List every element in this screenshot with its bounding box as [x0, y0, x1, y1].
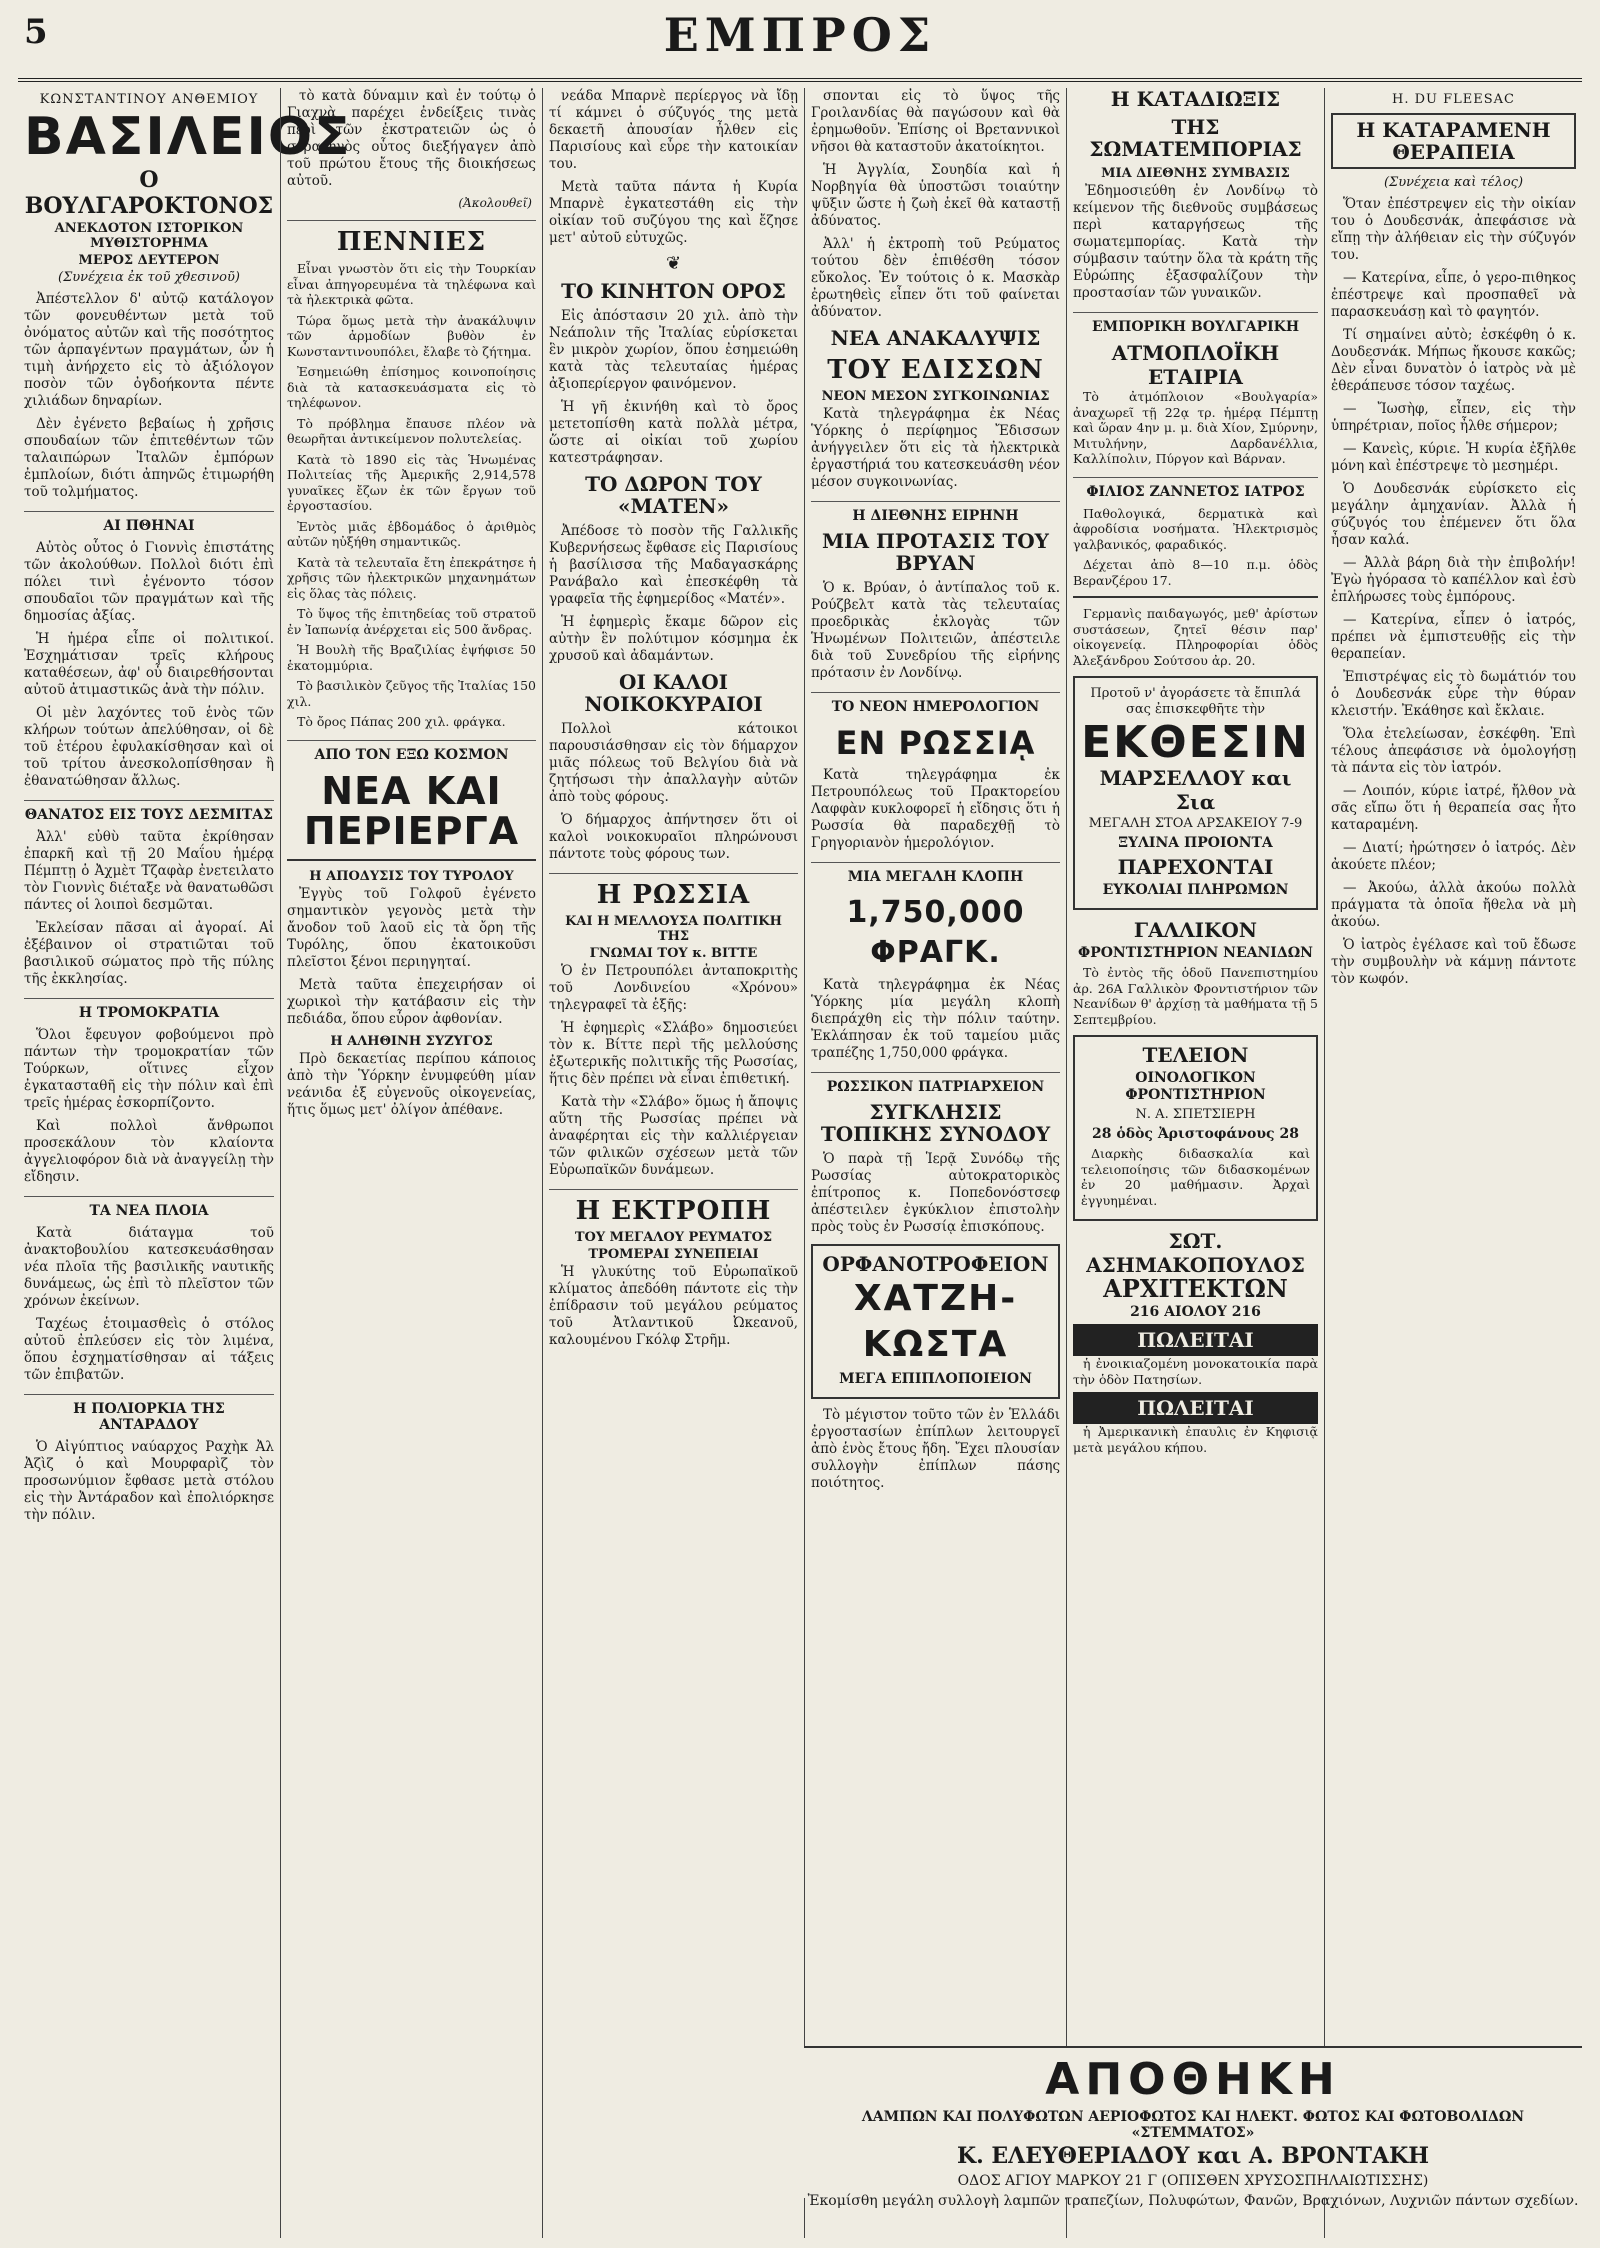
article-heading: Η ΑΠΟΔΥΣΙΣ ΤΟΥ ΤΥΡΟΛΟΥ [309, 868, 514, 884]
column-5 [1066, 88, 1324, 2238]
orphanage-ad [811, 1244, 1060, 1399]
paragraph: Ἀπέδοσε τὸ ποσὸν τῆς Γαλλικῆς Κυβερνήσεως ἔφθασε εἰς Παρισίους ἡ βασίλισσα τῆς Μαδαγασκάρης Ρανάβαλο καὶ ἐπεσκέφθη τὰ γραφεῖα τῆς ἐφημερίδος «Ματέν». [549, 523, 798, 607]
paragraph: Κατὰ τηλεγράφημα ἐκ Πετρουπόλεως τοῦ Πρακτορείου Λαφφὰν κυκλοφορεῖ ἡ εἴδησις ὅτι ἡ Ρωσσία θὰ παραδεχθῇ τὸ Γρηγοριανὸν ἡμερολόγιον. [811, 767, 1060, 851]
paragraph: — Διατί; ἠρώτησεν ὁ ἰατρός. Δὲν ἀκούετε πλέον; [1331, 840, 1576, 873]
section-heading: ΤΑ ΝΕΑ ΠΛΟΙΑ [24, 1196, 274, 1219]
ad-line: 28 ὁδὸς Ἀριστοφάνους 28 [1092, 1126, 1299, 1142]
article-heading: ΤΟ ΚΙΝΗΤΟΝ ΟΡΟΣ [561, 279, 786, 303]
article-subheading: ΓΝΩΜΑΙ ΤΟΥ κ. ΒΙΤΤΕ [589, 946, 758, 961]
paragraph: Τὸ πρόβλημα ἔπαυσε πλέον νὰ θεωρῆται ἀντικείμενον πολυτελείας. [287, 415, 536, 446]
serial-headline: ΒΑΣΙΛΕΙΟΣ [24, 107, 352, 167]
column-1 [18, 88, 352, 2238]
divider [287, 859, 536, 861]
article-subheading: 1,750,000 ΦΡΑΓΚ. [846, 895, 1025, 970]
article-subheading: ΚΑΙ Η ΜΕΛΛΟΥΣΑ ΠΟΛΙΤΙΚΗ ΤΗΣ [565, 914, 782, 944]
article-subheading: ΤΟΥ ΜΕΓΑΛΟΥ ΡΕΥΜΑΤΟΣ [574, 1230, 773, 1245]
article-heading: ΤΟ ΝΕΟΝ ΗΜΕΡΟΛΟΓΙΟΝ [811, 692, 1060, 715]
paragraph: Μετὰ ταῦτα πάντα ἡ Κυρία Μπαρνὲ ἐγκατεστάθη εἰς τὴν οἰκίαν τοῦ συζύγου της καὶ ἔζησε μετ' αὐτοῦ εὐτυχῶς. [549, 179, 798, 246]
paragraph: Ὁ ἰατρὸς ἐγέλασε καὶ τοῦ ἔδωσε τὴν συμβουλὴν νὰ κάμνῃ πάντοτε τὸν κωφόν. [1331, 937, 1576, 987]
ornament-icon: ❦ [665, 253, 682, 274]
ad-company: ΜΑΡΣΕΛΛΟΥ και Σια [1099, 766, 1292, 814]
paragraph: Ἀλλ' ἡ ἐκτροπὴ τοῦ Ρεύματος τούτου δὲν ἐπιθέσθη τόσον εὔκολος. Ἐν τούτοις ὁ κ. Μασκὰρ ἐρωτηθεὶς εἶπεν ὅτι τοῦ φαίνεται ἀδύνατον. [811, 236, 1060, 320]
paragraph: Ἡ ἐφημερὶς «Σλάβο» δημοσιεύει τὸν κ. Βίττε περὶ τῆς μελλούσης ἐξωτερικῆς πολιτικῆς τῆς Ρωσσίας, ἥτις δὲν πρέπει νὰ εἶναι ἐπιθετική. [549, 1020, 798, 1087]
paragraph: — Ἀλλὰ βάρη διὰ τὴν ἐπιβολήν! Ἐγὼ ἠγόρασα τὸ καπέλλον καὶ ἐσὺ ἐπλήρωσες τοὺς ἐμπόρους. [1331, 555, 1576, 605]
ad-line: ΕΥΚΟΛΙΑΙ ΠΛΗΡΩΜΩΝ [1102, 882, 1289, 898]
paragraph: — Λοιπόν, κύριε ἰατρέ, ἤλθον νὰ σᾶς εἴπω ὅτι ἡ θεραπεία σας ἦτο καταραμένη. [1331, 783, 1576, 833]
paragraph: Ἐπιστρέψας εἰς τὸ δωμάτιόν του ὁ Δουδεσνάκ εὗρε τὴν θύραν κλειστήν. Ἐκάθησε καὶ ἔκλαιε. [1331, 669, 1576, 719]
paragraph: Ὁ δήμαρχος ἀπήντησεν ὅτι οἱ καλοὶ νοικοκυραῖοι πληρώνουσι πάντοτε τοὺς φόρους των. [549, 812, 798, 862]
newspaper-title: ΕΜΠΡΟΣ [663, 8, 937, 62]
paragraph: Κατὰ τηλεγράφημα ἐκ Νέας Ὑόρκης μία μεγάλη κλοπὴ διεπράχθη εἰς τὴν πόλιν ταύτην. Ἐκλάπησαν ἐκ τοῦ ταμείου μιᾶς τραπέζης 1,750,000 φράγκα. [811, 977, 1060, 1061]
paragraph: Ταχέως ἑτοιμασθεὶς ὁ στόλος αὐτοῦ ἐπλεύσεν εἰς τὸν λιμένα, ὅπου ἐσχηματίσθησαν αἱ τάξεις τῶν ἐπιβατῶν. [24, 1316, 274, 1383]
paragraph: σπονται εἰς τὸ ὕψος τῆς Γροιλανδίας θὰ παγώσουν καὶ θὰ ἐρημωθοῦν. Ἐπίσης οἱ Βρεταννικοὶ νῆσοι θὰ καταστοῦν ἀκατοίκητοι. [811, 88, 1060, 155]
paragraph: Ἡ ἐφημερὶς ἔκαμε δῶρον εἰς αὐτὴν ἓν πολύτιμον κόσμημα ἐκ χρυσοῦ καὶ ἀδαμάντων. [549, 614, 798, 664]
paragraph: Τὸ βασιλικὸν ζεῦγος τῆς Ἰταλίας 150 χιλ. [287, 678, 536, 709]
article-heading: ΤΗΣ ΣΩΜΑΤΕΜΠΟΡΙΑΣ [1089, 115, 1302, 161]
continued-note: (Ἀκολουθεῖ) [458, 196, 532, 210]
paragraph: Αὐτὸς οὗτος ὁ Γιοννὶς ἐπιστάτης τῶν ἀκολούθων. Πολλοὶ διότι ἐπὶ πόλει τινὶ ἐγένοντο τόσον σπουδαῖοι τῶν πραγμάτων καὶ τῆς δημοσίας ἀξίας. [24, 540, 274, 624]
section-heading: ΘΑΝΑΤΟΣ ΕΙΣ ΤΟΥΣ ΔΕΣΜΙΤΑΣ [24, 800, 274, 823]
ad-subheading: ΑΡΧΙΤΕΚΤΩΝ [1103, 1274, 1288, 1303]
paragraph: Καὶ πολλοὶ ἄνθρωποι προσεκάλουν τὸν κλαίοντα ἀγγελιοφόρον διὰ νὰ ἀναγγείλῃ τὴν εἴδησιν. [24, 1118, 274, 1185]
ad-subheading: ΟΙΝΟΛΟΓΙΚΟΝ ΦΡΟΝΤΙΣΤΗΡΙΟΝ [1125, 1070, 1266, 1103]
paragraph: Ὁ κ. Βρύαν, ὁ ἀντίπαλος τοῦ κ. Ρούζβελτ κατὰ τὰς τελευταίας προεδρικὰς ἐκλογὰς τῶν Ἡνωμένων Πολιτειῶν, ἀπέστειλε διὰ τοῦ Συνεδρίου τῆς εἰρήνης πρότασιν ἐν Λονδίνῳ. [811, 580, 1060, 681]
page-number: 5 [24, 12, 48, 52]
column-4 [804, 88, 1066, 2238]
newspaper-page [18, 8, 1582, 2238]
author-line: ΚΩΝΣΤΑΝΤΙΝΟΥ ΑΝΘΕΜΙΟΥ [39, 92, 259, 107]
article-heading: ΤΟΥ ΕΔΙΣΣΩΝ [827, 355, 1044, 385]
article-subheading: ΝΕΟΝ ΜΕΣΟΝ ΣΥΓΚΟΙΝΩΝΙΑΣ [821, 389, 1050, 404]
ad-title: ΑΠΟΘΗΚΗ [1045, 2054, 1341, 2105]
paragraph: Ἐγγὺς τοῦ Γολφοῦ ἐγένετο σημαντικὸν γεγονὸς μετὰ τὴν ἄνοδον τοῦ λαοῦ εἰς τὰ ὄρη τῆς Τυρόλης, ὅπου ἐκατοικοῦσι πλεῖστοι ξένοι περιηγηταί. [287, 885, 536, 970]
paragraph: — Ἀκούω, ἀλλὰ ἀκούω πολλὰ πράγματα τὰ ὁποῖα ἤθελα νὰ μὴ ἀκούω. [1331, 880, 1576, 930]
paragraph: Ἡ γῆ ἐκινήθη καὶ τὸ ὄρος μετετοπίσθη κατὰ πολλὰ μέτρα, ὥστε αἱ οἰκίαι τοῦ χωρίου κατεστράφησαν. [549, 399, 798, 466]
article-heading: Η ΑΛΗΘΙΝΗ ΣΥΖΥΓΟΣ [330, 1033, 493, 1049]
column-2 [280, 88, 542, 2238]
ad-subheading: ΑΤΜΟΠΛΟΪΚΗ ΕΤΑΙΡΙΑ [1111, 341, 1280, 389]
school-ad [1073, 1035, 1318, 1221]
paragraph: Εἰς ἀπόστασιν 20 χιλ. ἀπὸ τὴν Νεάπολιν τῆς Ἰταλίας εὑρίσκεται ἓν μικρὸν χωρίον, ὅπου ἐσημειώθη κατὰ τὰς τελευταίας ἡμέρας ἀξιοπερίεργον φαινόμενον. [549, 308, 798, 392]
paragraph: Ὁ Δουδεσνάκ εὑρίσκετο εἰς μεγάλην ἀμηχανίαν. Ἀλλὰ ἡ σύζυγός του ἐπέμενεν ὅτι ὅλα ἦσαν καλά. [1331, 481, 1576, 548]
ad-heading: ΟΡΦΑΝΟΤΡΟΦΕΙΟΝ [822, 1252, 1049, 1276]
article-heading: Η ΕΚΤΡΟΠΗ [549, 1189, 798, 1226]
paragraph: Πρὸ δεκαετίας περίπου κάποιος ἀπὸ τὴν Ὑόρκην ἐνυμφεύθη μίαν νεάνιδα ἐξ εὐγενοῦς οἰκογενείας, ἥτις ὅμως μετ' ὀλίγον ἀπέθανε. [287, 1050, 536, 1118]
paragraph: Γερμανὶς παιδαγωγός, μεθ' ἀρίστων συστάσεων, ζητεῖ θέσιν παρ' οἰκογενείᾳ. Πληροφορίαι ὁδὸς Ἀλεξάνδρου Σούτσου ἀρ. 20. [1073, 606, 1318, 668]
article-subheading: ΤΡΟΜΕΡΑΙ ΣΥΝΕΠΕΙΑΙ [588, 1247, 759, 1262]
ad-line: ΛΑΜΠΩΝ ΚΑΙ ΠΟΛΥΦΩΤΩΝ ΑΕΡΙΟΦΩΤΟΣ ΚΑΙ ΗΛΕΚΤ. ΦΩΤΟΣ ΚΑΙ ΦΩΤΟΒΟΛΙΔΩΝ «ΣΤΕΜΜΑΤΟΣ» [861, 2109, 1525, 2141]
paragraph: Τὸ ὕψος τῆς ἐπιτηδείας τοῦ στρατοῦ ἐν Ἰαπωνίᾳ ἀνέρχεται εἰς 500 ἄνδρας. [287, 606, 536, 637]
paragraph: Ἡ Ἀγγλία, Σουηδία καὶ ἡ Νορβηγία θὰ ὑποστῶσι τοιαύτην ψῦξιν ὥστε ἡ ζωὴ ἐκεῖ θὰ καταστῇ ἀδύνατος. [811, 162, 1060, 229]
ad-heading: ΦΙΛΙΟΣ ΖΑΝΝΕΤΟΣ ΙΑΤΡΟΣ [1073, 477, 1318, 500]
paragraph: Ἐσημειώθη ἐπίσημος κοινοποίησις διὰ τὰ κατασκευάσματα εἰς τὸ τηλέφωνον. [287, 364, 536, 410]
story-headline: Η ΚΑΤΑΡΑΜΕΝΗ ΘΕΡΑΠΕΙΑ [1331, 113, 1576, 169]
ad-address: ΜΕΓΑΛΗ ΣΤΟΑ ΑΡΣΑΚΕΙΟΥ 7-9 [1088, 816, 1303, 831]
paragraph: Ὁ παρὰ τῇ Ἱερᾷ Συνόδῳ τῆς Ρωσσίας αὐτοκρατορικὸς ἐπίτροπος κ. Ποπεδονόστσεφ ἀπέστειλεν ἐγκύκλιον ἐπιστολὴν πρὸς τοὺς ἐν Ρωσσίᾳ ἐπισκόπους. [811, 1151, 1060, 1235]
paragraph: Δὲν ἐγένετο βεβαίως ἡ χρῆσις σπουδαίων τῶν ἐπιτεθέντων τῶν ταλαιπώρων Ἰταλῶν ἐμπόρων ἐμπλοίων, διότι ἀπηνῶς ἐτιμωρήθη τοῦ τολμήματος. [24, 416, 274, 500]
furniture-ad [1073, 676, 1318, 910]
paragraph: Ἡ Βουλὴ τῆς Βραζιλίας ἐψήφισε 50 ἑκατομμύρια. [287, 642, 536, 673]
feature-headline: ΝΕΑ ΚΑΙ ΠΕΡΙΕΡΓΑ [303, 768, 520, 853]
article-heading: ΤΟ ΔΩΡΟΝ ΤΟΥ «ΜΑΤΕΝ» [585, 472, 762, 518]
ad-line: ΠΑΡΕΧΟΝΤΑΙ [1117, 855, 1274, 879]
article-heading: ΟΙ ΚΑΛΟΙ ΝΟΙΚΟΚΥΡΑΙΟΙ [584, 670, 763, 716]
paragraph: Κατὰ τὰ τελευταῖα ἔτη ἐπεκράτησε ἡ χρῆσις τῶν ἠλεκτρικῶν μηχανημάτων εἰς ὅλας τὰς πόλεις. [287, 554, 536, 601]
article-heading: ΜΙΑ ΜΕΓΑΛΗ ΚΛΟΠΗ [811, 862, 1060, 885]
article-heading: Η ΡΩΣΣΙΑ [549, 873, 798, 910]
paragraph: Ὅταν ἐπέστρεψεν εἰς τὴν οἰκίαν του ὁ Δουδεσνάκ, ἀπεφάσισε νὰ εἴπῃ τὴν ἀλήθειαν εἰς τὴν σύζυγόν του. [1331, 196, 1576, 263]
section-heading: ΑΠΟ ΤΟΝ ΕΞΩ ΚΟΣΜΟΝ [287, 740, 536, 763]
ad-subtitle: ΜΕΓΑ ΕΠΙΠΛΟΠΟΙΕΙΟΝ [839, 1371, 1032, 1387]
section-heading: Η ΠΟΛΙΟΡΚΙΑ ΤΗΣ ΑΝΤΑΡΑΔΟΥ [24, 1394, 274, 1433]
article-heading: Η ΚΑΤΑΔΙΩΞΙΣ [1110, 87, 1281, 111]
paragraph: Τὸ ἐντὸς τῆς ὁδοῦ Πανεπιστημίου ἀρ. 26Α Γαλλικὸν Φροντιστήριον τῶν Νεανίδων θ' ἀρχίσῃ τὰ μαθήματα τῇ 5 Σεπτεμβρίου. [1073, 965, 1318, 1027]
ad-owners: Κ. ΕΛΕΥΘΕΡΙΑΔΟΥ και Α. ΒΡΟΝΤΑΚΗ [956, 2143, 1430, 2169]
paragraph: — Κατερίνα, εἶπεν ὁ ἰατρός, πρέπει νὰ ἐμπιστευθῇς εἰς τὴν θεραπείαν. [1331, 612, 1576, 662]
paragraph: Ἐκλείσαν πᾶσαι αἱ ἀγοραί. Αἱ ἐξέβαινον οἱ στρατιῶται τοῦ βασιλικοῦ σώματος πρὸ τῆς πύλης τῆς ἐκκλησίας. [24, 920, 274, 987]
paragraph: Κατὰ διάταγμα τοῦ ἀνακτοβουλίου κατεσκευάσθησαν νέα πλοῖα τῆς βασιλικῆς ναυτικῆς δυνάμεως, ὡς ἐπὶ τὸ πλεῖστον τῶν χρόνων ἐκείνων. [24, 1225, 274, 1309]
ad-heading: ΕΜΠΟΡΙΚΗ ΒΟΥΛΓΑΡΙΚΗ [1073, 312, 1318, 335]
paragraph: Τὸ ἀτμόπλοιον «Βουλγαρία» ἀναχωρεῖ τῇ 22ᾳ τρ. ἡμέρᾳ Πέμπτῃ καὶ ὥραν 4ην μ. μ. διὰ Χίον, Σμύρνην, Μιτυλήνην, Δαρδανέλλια, Καλλίπολιν, Πύργον καὶ Βάρναν. [1073, 389, 1318, 466]
paragraph: Μετὰ ταῦτα ἐπεχειρήσαν οἱ χωρικοὶ τὴν κατάβασιν εἰς τὴν πεδιάδα, ὅπου εὗρον ἀφθονίαν. [287, 976, 536, 1027]
paragraph: — Κανεὶς, κύριε. Ἡ κυρία ἐξῆλθε μόνη καὶ ἐπέστρεψε τὸ μεσημέρι. [1331, 441, 1576, 474]
ad-heading: ΣΩΤ. ΑΣΗΜΑΚΟΠΟΥΛΟΣ [1086, 1229, 1305, 1277]
article-subheading: ΕΝ ΡΩΣΣΙᾼ [835, 724, 1036, 762]
serial-series: ΑΝΕΚΔΟΤΟΝ ΙΣΤΟΡΙΚΟΝ ΜΥΘΙΣΤΟΡΗΜΑ [54, 221, 244, 251]
ad-subheading: ΦΡΟΝΤΙΣΤΗΡΙΟΝ ΝΕΑΝΙΔΩΝ [1078, 945, 1313, 961]
sale-ad-heading: ΠΩΛΕΙΤΑΙ [1073, 1392, 1318, 1424]
paragraph: ἡ ἐνοικιαζομένη μονοκατοικία παρὰ τὴν ὁδὸν Πατησίων. [1073, 1356, 1318, 1387]
section-heading: ΠΕΝΝΙΕΣ [287, 220, 536, 257]
article-heading: Η ΔΙΕΘΝΗΣ ΕΙΡΗΝΗ [811, 501, 1060, 524]
paragraph: Ἡ γλυκύτης τοῦ Εὐρωπαϊκοῦ κλίματος ἀπεδόθη πάντοτε εἰς τὴν ἐπίδρασιν τοῦ μεγάλου ρεύματος τοῦ Ἀτλαντικοῦ Ὠκεανοῦ, καλουμένου Γκόλφ Στρῆμ. [549, 1264, 798, 1348]
ad-title: ΧΑΤΖΗ-ΚΩΣΤΑ [853, 1278, 1018, 1365]
story-continuation: (Συνέχεια καὶ τέλος) [1383, 175, 1524, 190]
column-6 [1324, 88, 1582, 2238]
serial-subhead: Ο ΒΟΥΛΓΑΡΟΚΤΟΝΟΣ [24, 167, 274, 219]
divider [1073, 596, 1318, 598]
paragraph: Τὸ μέγιστον τοῦτο τῶν ἐν Ἑλλάδι ἐργοστασίων ἐπίπλων λειτουργεῖ ἀπὸ ἑνὸς ἔτους ἤδη. Ἔχει πλουσίαν συλλογὴν ἐπίπλων πάσης ποιότητος. [811, 1407, 1060, 1491]
paragraph: Ἀλλ' εὐθὺ ταῦτα ἐκρίθησαν ἐπαρκῆ καὶ τῇ 20 Μαΐου ἡμέρᾳ Πέμπτῃ ὁ Ἀχμὲτ Τζαφὰρ ἐνετειλατο τὸν Γιοννὶς διέταξε νὰ θανατωθῶσι πάντες οἱ λοιποὶ δεσμῶται. [24, 829, 274, 913]
paragraph: Οἱ μὲν λαχόντες τοῦ ἑνὸς τῶν κλήρων τούτων ἀπελύθησαν, οἱ δὲ τοῦ ἑτέρου ἐφυλακίσθησαν καὶ οἱ τοῦ τρίτου ἀνεσκολοπίσθησαν ἢ ἐθανατώθησαν ἄλλως. [24, 705, 274, 789]
author-line: Η. DU FLEESAC [1392, 92, 1515, 107]
paragraph: Εἶναι γνωστὸν ὅτι εἰς τὴν Τουρκίαν εἶναι ἀπηγορευμένα τὰ τηλέφωνα καὶ τὰ ἠλεκτρικὰ φῶτα. [287, 261, 536, 307]
paragraph: Ἐδημοσιεύθη ἐν Λονδίνῳ τὸ κείμενον τῆς διεθνοῦς συμβάσεως περὶ καταργήσεως τῆς σωματεμπορίας. Κατὰ τὴν σύμβασιν ταύτην ὅλα τὰ κράτη τῆς Εὐρώπης ἐξασφαλίζουν τὴν προστασίαν τῶν γυναικῶν. [1073, 183, 1318, 301]
ad-description: Ἐκομίσθη μεγάλη συλλογὴ λαμπῶν τραπεζίων, Πολυφώτων, Φανῶν, Βραχιόνων, Λυχνιῶν πάντων σχεδίων. [807, 2193, 1579, 2209]
paragraph: Τί σημαίνει αὐτὸ; ἐσκέφθη ὁ κ. Δουδεσνάκ. Μήπως ἤκουσε κακῶς; Δὲν εἶναι δυνατὸν ὁ ἰατρὸς νὰ μὲ ἐθεράπευσε τόσον ταχέως. [1331, 327, 1576, 394]
warehouse-ad [804, 2046, 1582, 2209]
paragraph: Ἡ ἡμέρα εἶπε οἱ πολιτικοί. Ἐσχημάτισαν τρεῖς κλήρους καταθέσεων, ἀφ' οὗ διαιρεθήσονται αὐτοῦ ἀτιμαστικῶς ἀνὰ τὴν πόλιν. [24, 631, 274, 698]
paragraph: Ὅλοι ἔφευγον φοβούμενοι πρὸ πάντων τὴν τρομοκρατίαν τῶν Τούρκων, οἵτινες εἶχον ἐγκατασταθῆ εἰς τὴν πόλιν καὶ ἐπὶ τρεῖς ἡμέρας ἐσκορπίζοντο. [24, 1027, 274, 1111]
paragraph: Ὁ ἐν Πετρουπόλει ἀνταποκριτὴς τοῦ Λονδινείου «Χρόνου» τηλεγραφεῖ τὰ ἑξῆς: [549, 963, 798, 1013]
masthead [18, 8, 1582, 82]
ad-line: ΞΥΛΙΝΑ ΠΡΟΙΟΝΤΑ [1118, 835, 1273, 851]
article-subheading: ΜΙΑ ΠΡΟΤΑΣΙΣ ΤΟΥ ΒΡΥΑΝ [822, 529, 1049, 575]
paragraph: τὸ κατὰ δύναμιν καὶ ἐν τούτῳ ὁ Γιαχνὰ παρέχει ἐνδείξεις τινὰς περὶ τῶν ἐκστρατειῶν ὡς ὁ στρατηγὸς οὗτος διεξήγαγεν ἀπὸ τοῦ πρώτου ἔτους τῆς διοικήσεως αὐτοῦ. [287, 88, 536, 189]
paragraph: Παθολογικά, δερματικὰ καὶ ἀφροδίσια νοσήματα. Ἠλεκτρισμὸς γαλβανικός, φαραδικός. [1073, 505, 1318, 552]
paragraph: Κατὰ τὴν «Σλάβο» ὅμως ἡ ἄποψις αὕτη τῆς Ρωσσίας πρέπει νὰ ἀναφέρηται εἰς τὴν καλλιέργειαν τῶν φιλικῶν σχέσεων μετὰ τῶν Εὐρωπαϊκῶν δυνάμεων. [549, 1094, 798, 1178]
paragraph: Τώρα ὅμως μετὰ τὴν ἀνακάλυψιν τῶν ἀρμοδίων βυθὸν ἐν Κωνσταντινουπόλει, ἔλαβε τὸ ζήτημα. [287, 312, 536, 359]
paragraph: Δέχεται ἀπὸ 8—10 π.μ. ὁδὸς Βερανζέρου 17. [1073, 557, 1318, 588]
paragraph: Ὁ Αἰγύπτιος ναύαρχος Ραχὴκ Ἀλ Ἀζὶζ ὁ καὶ Μουρφαρὶζ τὸν προσωνύμιον ἔφθασε μετὰ στόλου εἰς τὴν Ἀντάραδον καὶ ἐπολιόρκησε τὴν πόλιν. [24, 1439, 274, 1523]
paragraph: Διαρκὴς διδασκαλία καὶ τελειοποίησις τῶν διδασκομένων ἐν 20 μαθήμασιν. Ἀρχαὶ ἐγγυημέναι. [1081, 1146, 1310, 1208]
ad-address: ΟΔΟΣ ΑΓΙΟΥ ΜΑΡΚΟΥ 21 Γ (ΟΠΙΣΘΕΝ ΧΡΥΣΟΣΠΗΛΑΙΩΤΙΣΣΗΣ) [957, 2173, 1429, 2189]
article-subheading: ΜΙΑ ΔΙΕΘΝΗΣ ΣΥΜΒΑΣΙΣ [1101, 166, 1290, 181]
ad-title: ΕΚΘΕΣΙΝ [1081, 717, 1310, 768]
serial-part: ΜΕΡΟΣ ΔΕΥΤΕΡΟΝ [78, 253, 220, 268]
paragraph: — Ἴωσὴφ, εἶπεν, εἰς τὴν ὑπηρέτριαν, ποῖος ἦλθε σήμερον; [1331, 401, 1576, 434]
serial-continuation: (Συνέχεια ἐκ τοῦ χθεσινοῦ) [58, 270, 240, 285]
paragraph: Πολλοὶ κάτοικοι παρουσιάσθησαν εἰς τὸν δήμαρχον μιᾶς πόλεως τοῦ Βελγίου διὰ νὰ ζητήσωσι τὴν ἀπαλλαγὴν αὐτῶν ἀπὸ τοὺς φόρους. [549, 721, 798, 805]
column-3 [542, 88, 804, 2238]
paragraph: νεάδα Μπαρνὲ περίεργος νὰ ἴδῃ τί κάμνει ὁ σύζυγός της μετὰ δεκαετῆ ἀπουσίαν ἦλθεν εἰς Παρισίους καὶ εὗρε τὴν κατοικίαν του. [549, 88, 798, 172]
ad-line: Ν. Α. ΣΠΕΤΣΙΕΡΗ [1135, 1107, 1256, 1122]
paragraph: ἡ Ἀμερικανικὴ ἐπαυλις ἐν Κηφισιᾷ μετὰ μεγάλου κήπου. [1073, 1424, 1318, 1455]
ad-line: 216 ΑΙΟΛΟΥ 216 [1130, 1304, 1261, 1320]
section-heading: ΑΙ ΠΘΗΝΑΙ [24, 511, 274, 534]
paragraph: Κατὰ τὸ 1890 εἰς τὰς Ἡνωμένας Πολιτείας τῆς Ἀμερικῆς 2,914,578 γυναῖκες ἔζων ἐκ τῶν ἔργων τοῦ ἐργοστασίου. [287, 451, 536, 513]
paragraph: Ἐντὸς μιᾶς ἑβδομάδος ὁ ἀριθμὸς αὐτῶν ηὐξήθη σημαντικῶς. [287, 518, 536, 549]
article-heading: ΡΩΣΣΙΚΟΝ ΠΑΤΡΙΑΡΧΕΙΟΝ [811, 1072, 1060, 1095]
sale-ad-heading: ΠΩΛΕΙΤΑΙ [1073, 1324, 1318, 1356]
ad-intro: Προτοῦ ν' ἀγοράσετε τὰ ἔπιπλά σας ἐπισκεφθῆτε τὴν [1090, 686, 1301, 717]
paragraph: Ὅλα ἐτελείωσαν, ἐσκέφθη. Ἐπὶ τέλους ἀπεφάσισε νὰ ὁμολογήσῃ τὰ πάντα εἰς τὸν ἰατρόν. [1331, 726, 1576, 776]
article-heading: ΝΕΑ ΑΝΑΚΑΛΥΨΙΣ [830, 326, 1041, 350]
paragraph: Ἀπέστελλον δ' αὐτῷ κατάλογον τῶν φονευθέντων μετὰ τοῦ ὀνόματος αὐτῶν καὶ τῆς ποσότητος τῶν ἁρπαγέντων πραγμάτων, ὧν ἡ τιμὴ ἀνήρχετο εἰς τὸ ἀξιόλογον ποσὸν τῶν ὀγδοήκοντα πέντε χιλιάδων δηναρίων. [24, 291, 274, 409]
article-subheading: ΣΥΓΚΛΗΣΙΣ ΤΟΠΙΚΗΣ ΣΥΝΟΔΟΥ [820, 1100, 1051, 1146]
columns [18, 88, 1582, 2238]
ad-heading: ΓΑΛΛΙΚΟΝ [1133, 918, 1258, 942]
paragraph: Τὸ ὄρος Πάπας 200 χιλ. φράγκα. [297, 714, 506, 729]
section-heading: Η ΤΡΟΜΟΚΡΑΤΙΑ [24, 998, 274, 1021]
paragraph: Κατὰ τηλεγράφημα ἐκ Νέας Ὑόρκης ὁ περίφημος Ἔδισσων ἀνήγγειλεν ὅτι εἰς τὰ ἠλεκτρικὰ ἐργαστήριά του κατεσκευάσθη νέον μέσον συγκοινωνίας. [811, 406, 1060, 490]
paragraph: — Κατερίνα, εἶπε, ὁ γερο-πιθηκος ἐπέστρεψε καὶ προσπαθεῖ νὰ παρασκευάσῃ καὶ τὸ φαγητόν. [1331, 270, 1576, 320]
ad-heading: ΤΕΛΕΙΟΝ [1142, 1043, 1249, 1067]
